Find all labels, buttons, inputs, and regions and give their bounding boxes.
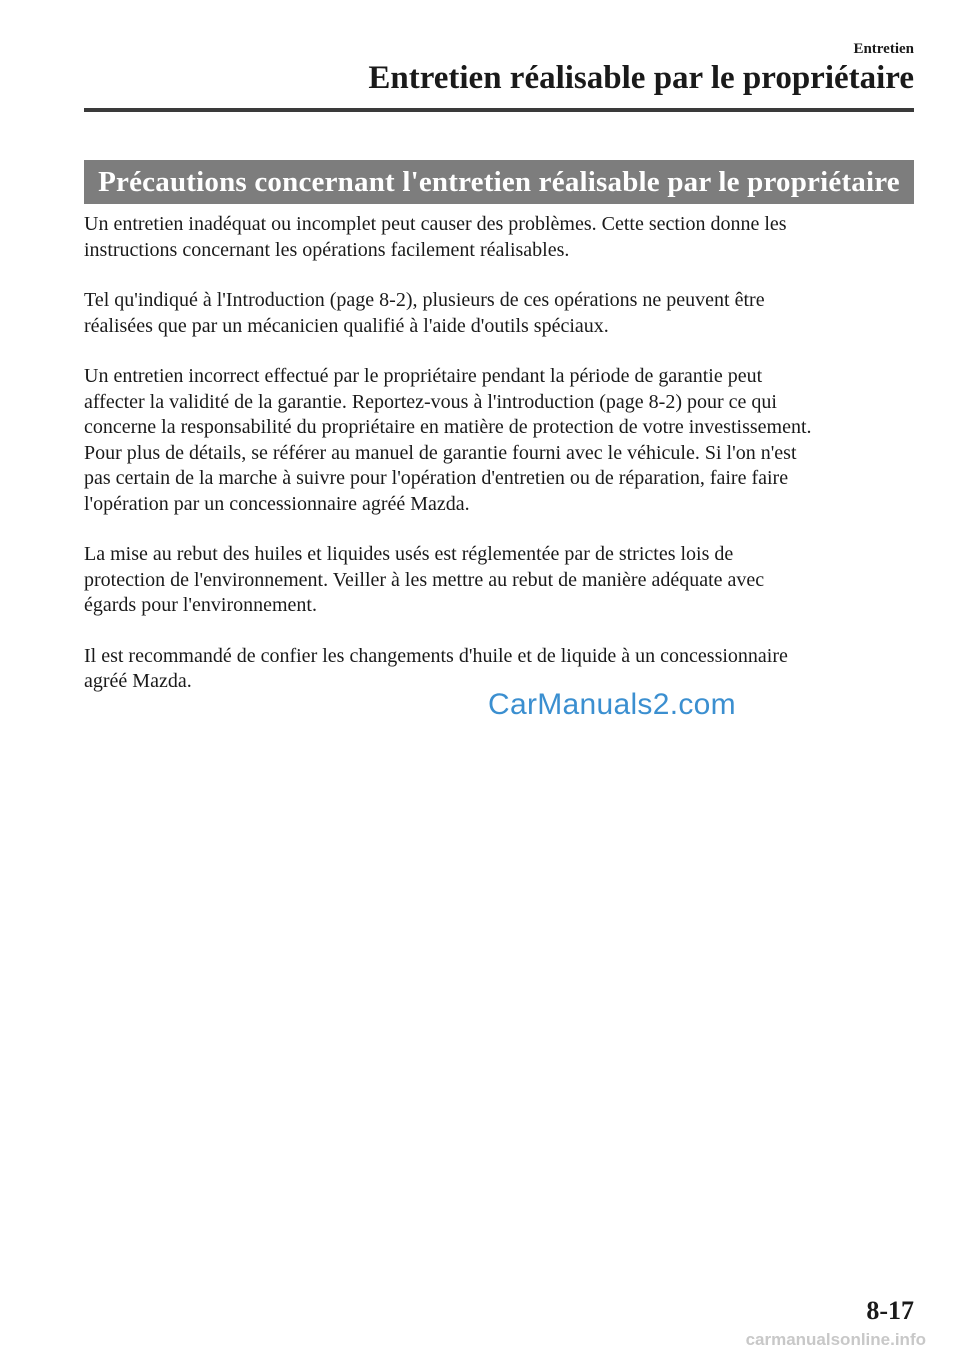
paragraph-warranty [84,364,920,517]
text-line: Pour plus de détails, se référer au manuel de garantie fourni avec le véhicule. Si l'on n'est [84,441,797,464]
page-header-title: Entretien réalisable par le propriétaire [368,60,914,96]
text-line: Il est recommandé de confier les changements d'huile et de liquide à un concessionnaire [84,644,788,667]
text-line: Un entretien incorrect effectué par le propriétaire pendant la période de garantie peut [84,365,763,387]
paragraph-special-tools [84,288,920,339]
text-line: instructions concernant les opérations facilement réalisables. [84,238,570,261]
text-line: Un entretien inadéquat ou incomplet peut causer des problèmes. Cette section donne les [84,213,787,235]
paragraph-recommendation [84,644,920,695]
paragraph-disposal [84,542,920,619]
header-divider [84,108,914,112]
text-line: égards pour l'environnement. [84,594,317,616]
site-watermark: CarManuals2.com [488,688,736,721]
page-number: 8-17 [866,1296,914,1325]
text-line: La mise au rebut des huiles et liquides usés est réglementée par de strictes lois de [84,543,734,565]
text-line: pas certain de la marche à suivre pour l'opération d'entretien ou de réparation, faire faire [84,467,789,489]
text-line: affecter la validité de la garantie. Reportez-vous à l'introduction (page 8-2) pour ce qui [84,390,777,413]
text-line: réalisées que par un mécanicien qualifié à l'aide d'outils spéciaux. [84,314,609,337]
text-line: protection de l'environnement. Veiller à les mettre au rebut de manière adéquate avec [84,568,765,591]
chapter-label: Entretien [853,41,914,57]
footer-watermark: carmanualsonline.info [745,1330,926,1349]
text-line: agréé Mazda. [84,670,192,692]
section-title: Précautions concernant l'entretien réalisable par le propriétaire [98,166,900,198]
body-text [84,212,920,720]
section-heading-band [84,160,914,204]
paragraph-intro [84,212,920,263]
text-line: Tel qu'indiqué à l'Introduction (page 8-2), plusieurs de ces opérations ne peuvent être [84,289,765,311]
text-line: l'opération par un concessionnaire agréé Mazda. [84,492,470,515]
text-line: concerne la responsabilité du propriétaire en matière de protection de votre investissement. [84,416,812,438]
